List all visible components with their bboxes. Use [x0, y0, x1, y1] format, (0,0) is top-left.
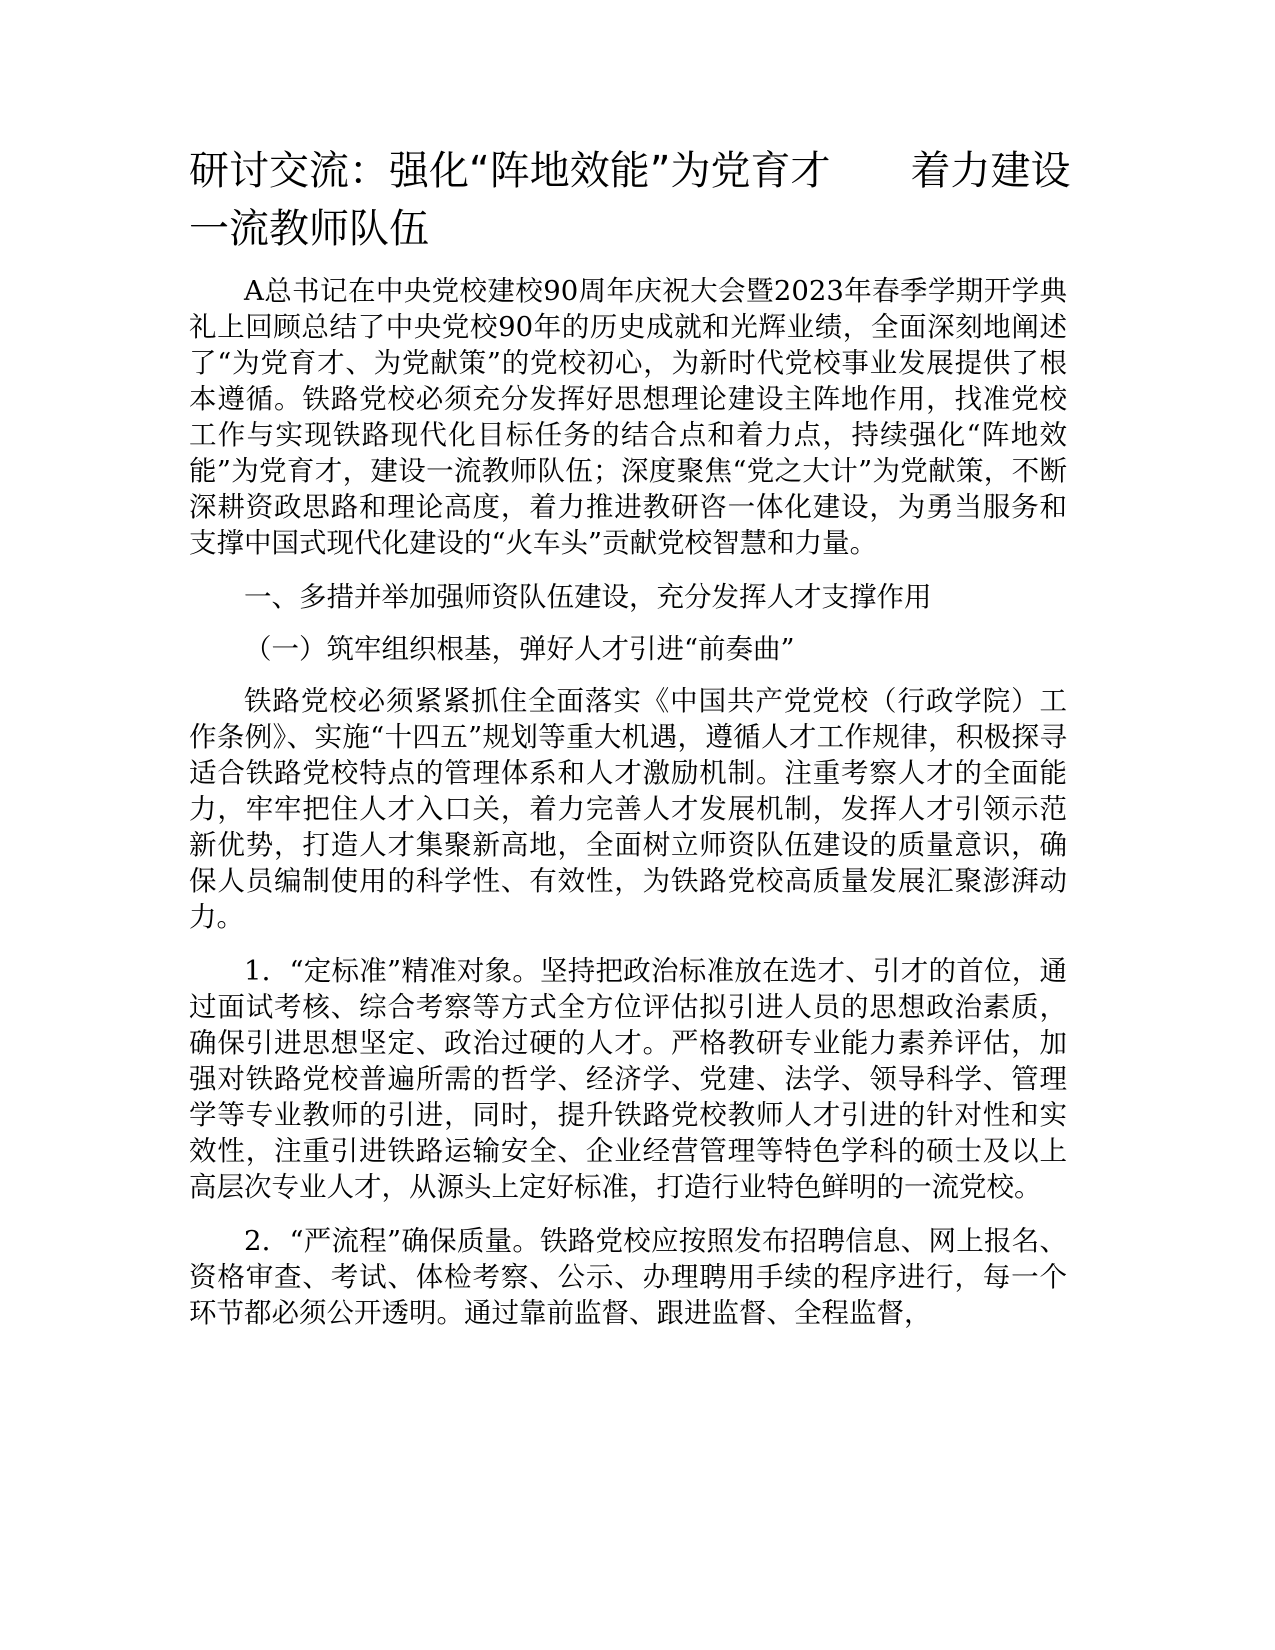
paragraph-2: 1．“定标准”精准对象。坚持把政治标准放在选才、引才的首位，通过面试考核、综合考察等方式全方位评估拟引进人员的思想政治素质，确保引进思想坚定、政治过硬的人才。严格教研专业能力素养评估，加强对铁路党校普遍所需的哲学、经济学、党建、法学、领导科学、管理学等专业教师的引进，同时，提升铁路党校教师人才引进的针对性和实效性，注重引进铁路运输安全、企业经营管理等特色学科的硕士及以上高层次专业人才，从源头上定好标准，打造行业特色鲜明的一流党校。	[189, 955, 1067, 1203]
paragraph-1: 铁路党校必须紧紧抓住全面落实《中国共产党党校（行政学院）工作条例》、实施“十四五”规划等重大机遇，遵循人才工作规律，积极探寻适合铁路党校特点的管理体系和人才激励机制。注重考察人才的全面能力，牢牢把住人才入口关，着力完善人才发展机制，发挥人才引领示范新优势，打造人才集聚新高地，全面树立师资队伍建设的质量意识，确保人员编制使用的科学性、有效性，为铁路党校高质量发展汇聚澎湃动力。	[189, 685, 1067, 933]
document-body	[189, 273, 1067, 1331]
paragraph-3: 2．“严流程”确保质量。铁路党校应按照发布招聘信息、网上报名、资格审查、考试、体检考察、公示、办理聘用手续的程序进行，每一个环节都必须公开透明。通过靠前监督、跟进监督、全程监督，	[189, 1225, 1067, 1329]
document-title: 研讨交流：强化“阵地效能”为党育才 着力建设一流教师队伍	[189, 148, 1071, 252]
intro-paragraph: A总书记在中央党校建校90周年庆祝大会暨2023年春季学期开学典礼上回顾总结了中央党校90年的历史成就和光辉业绩，全面深刻地阐述了“为党育才、为党献策”的党校初心，为新时代党校事业发展提供了根本遵循。铁路党校必须充分发挥好思想理论建设主阵地作用，找准党校工作与实现铁路现代化目标任务的结合点和着力点，持续强化“阵地效能”为党育才，建设一流教师队伍；深度聚焦“党之大计”为党献策，不断深耕资政思路和理论高度，着力推进教研咨一体化建设，为勇当服务和支撑中国式现代化建设的“火车头”贡献党校智慧和力量。	[189, 275, 1067, 559]
subsection-heading-1: （一）筑牢组织根基，弹好人才引进“前奏曲”	[244, 633, 795, 665]
section-heading-1: 一、多措并举加强师资队伍建设，充分发挥人才支撑作用	[244, 581, 932, 613]
